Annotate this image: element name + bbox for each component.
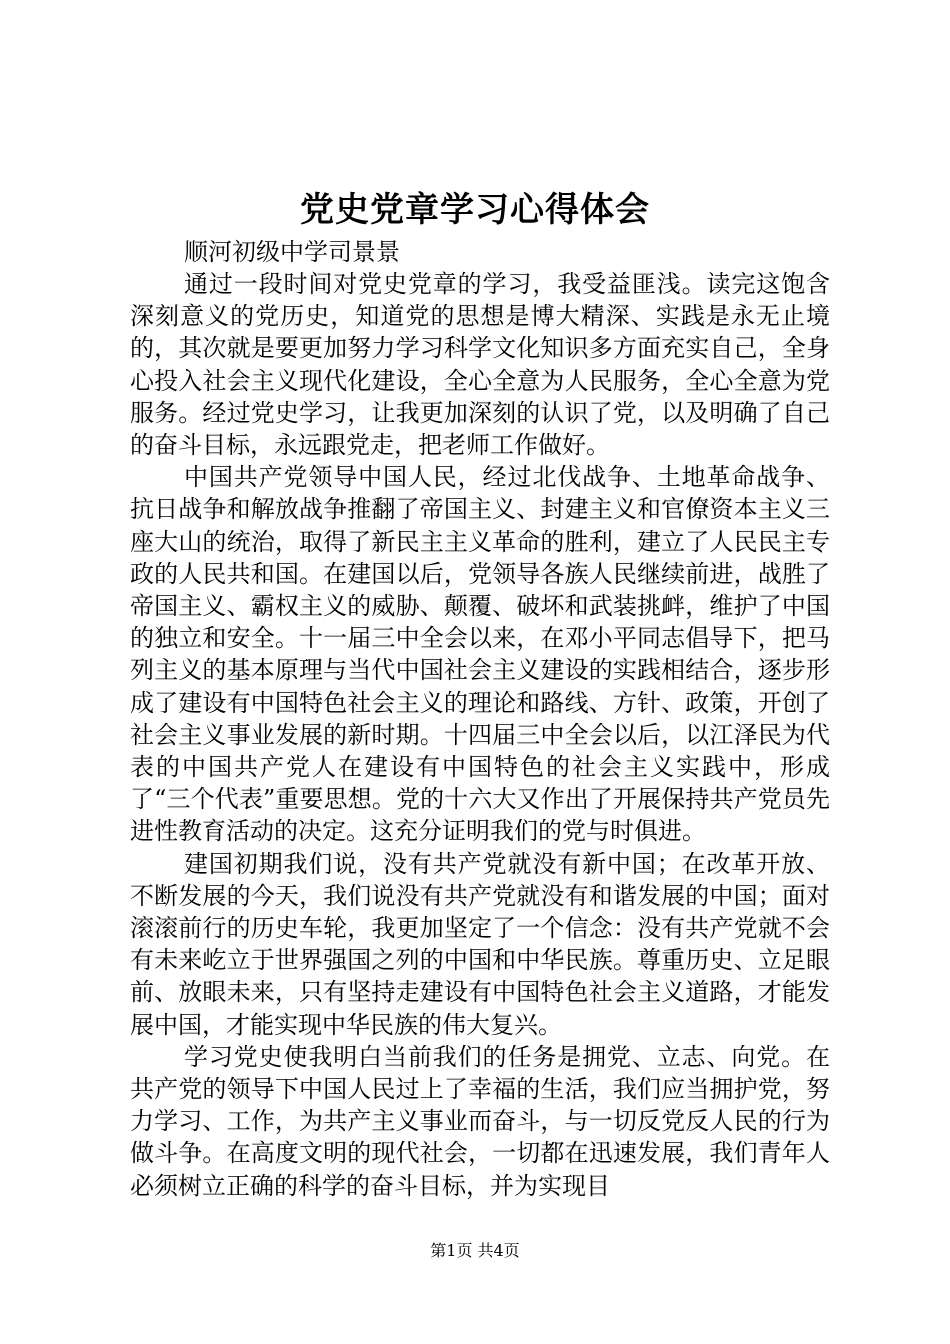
author-line: 顺河初级中学司景景 xyxy=(184,238,400,266)
paragraph-2: 中国共产党领导中国人民，经过北伐战争、土地革命战争、抗日战争和解放战争推翻了帝国主义、封建主义和官僚资本主义三座大山的统治，取得了新民主主义革命的胜利，建立了人民民主专政的人民共和国。在建国以后，党领导各族人民继续前进，战胜了帝国主义、霸权主义的威胁、颠覆、破坏和武装挑衅，维护了中国的独立和安全。十一届三中全会以来，在邓小平同志倡导下，把马列主义的基本原理与当代中国社会主义建设的实践相结合，逐步形成了建设有中国特色社会主义的理论和路线、方针、政策，开创了社会主义事业发展的新时期。十四届三中全会以后，以江泽民为代表的中国共产党人在建设有中国特色的社会主义实践中，形成了“三个代表”重要思想。党的十六大又作出了开展保持共产党员先进性教育活动的决定。这充分证明我们的党与时俱进。 xyxy=(130,463,830,846)
paragraph-3: 建国初期我们说，没有共产党就没有新中国；在改革开放、不断发展的今天，我们说没有共产党就没有和谐发展的中国；面对滚滚前行的历史车轮，我更加坚定了一个信念：没有共产党就不会有未来屹立于世界强国之列的中国和中华民族。尊重历史、立足眼前、放眼未来，只有坚持走建设有中国特色社会主义道路，才能发展中国，才能实现中华民族的伟大复兴。 xyxy=(130,849,830,1039)
document-body xyxy=(130,236,830,1202)
page-footer: 第1页 共4页 xyxy=(430,1241,520,1260)
page-title: 党史党章学习心得体会 xyxy=(300,190,650,230)
paragraph-1: 通过一段时间对党史党章的学习，我受益匪浅。读完这饱含深刻意义的党历史，知道党的思想是博大精深、实践是永无止境的，其次就是要更加努力学习科学文化知识多方面充实自己，全身心投入社会主义现代化建设，全心全意为人民服务，全心全意为党服务。经过党史学习，让我更加深刻的认识了党，以及明确了自己的奋斗目标，永远跟党走，把老师工作做好。 xyxy=(130,270,830,460)
paragraph-4: 学习党史使我明白当前我们的任务是拥党、立志、向党。在共产党的领导下中国人民过上了幸福的生活，我们应当拥护党，努力学习、工作，为共产主义事业而奋斗，与一切反党反人民的行为做斗争。在高度文明的现代社会，一切都在迅速发展，我们青年人必须树立正确的科学的奋斗目标，并为实现目 xyxy=(130,1042,830,1200)
